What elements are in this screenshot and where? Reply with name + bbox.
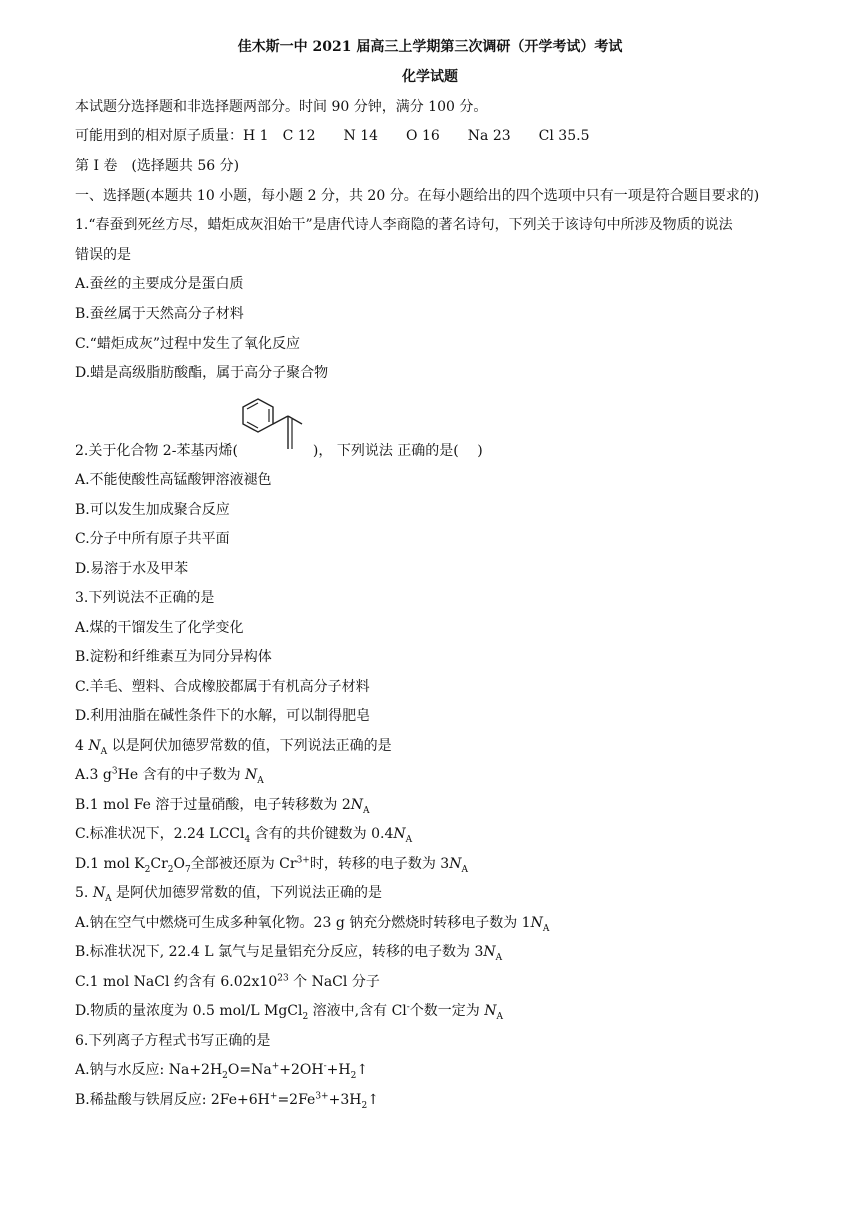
section-one-heading: 一、选择题(本题共 10 小题，每小题 2 分，共 20 分。在每小题给出的四个选项中只有一项是符合题目要求的)	[75, 188, 760, 204]
q3-stem: 3.下列说法不正确的是	[75, 590, 215, 606]
avogadro-subscript: A	[495, 952, 503, 963]
q4-d-text: D.1 mol K	[75, 856, 145, 872]
q2-option-d: D.易溶于水及甲苯	[75, 561, 189, 577]
q4-stem-text: 以是阿伏加德罗常数的值，下列说法正确的是	[111, 738, 392, 754]
avogadro-symbol: N	[350, 797, 364, 813]
q4-stem	[75, 736, 392, 756]
q6-a-mid3: +H	[326, 1062, 351, 1078]
q4-number: 4	[75, 738, 84, 754]
q6-a-sup1: +	[271, 1061, 280, 1072]
avogadro-subscript: A	[405, 834, 413, 845]
q2-stem	[75, 441, 483, 461]
avogadro-symbol: N	[484, 1003, 497, 1019]
q2-option-c: C.分子中所有原子共平面	[75, 531, 230, 547]
q5-number: 5.	[75, 885, 89, 901]
q4-b-text: B.1 mol Fe 溶于过量硝酸，电子转移数为 2	[75, 797, 351, 813]
q1-option-a: A.蚕丝的主要成分是蛋白质	[75, 276, 244, 292]
avogadro-symbol: N	[92, 885, 106, 901]
q4-option-a	[75, 765, 264, 785]
exam-title: 佳木斯一中 2021 届高三上学期第三次调研（开学考试）考试	[237, 39, 623, 55]
q4-c-text: C.标准状况下，2.24 LCCl	[75, 826, 245, 842]
q5-d-text: D.物质的量浓度为 0.5 mol/L MgCl	[75, 1003, 303, 1019]
q6-a-text: A.钠与水反应: Na+2H	[75, 1062, 223, 1078]
avogadro-subscript: A	[363, 805, 370, 816]
q4-d-sub1: 2	[144, 864, 151, 875]
intro-text: 本试题分选择题和非选择题两部分。时间 90 分钟，满分 100 分。	[75, 99, 488, 115]
avogadro-symbol: N	[483, 944, 496, 960]
atomic-masses: 可能用到的相对原子质量：H 1 C 12 N 14 O 16 Na 23 Cl 35.5	[75, 128, 590, 144]
avogadro-symbol: N	[393, 826, 406, 842]
exam-subtitle: 化学试题	[402, 69, 458, 85]
q6-a-mid: O=Na	[227, 1062, 272, 1078]
avogadro-subscript: A	[461, 864, 468, 875]
q1-option-c: C.“蜡炬成灰”过程中发生了氧化反应	[75, 336, 300, 352]
q6-a-sup2: -	[323, 1061, 327, 1072]
q5-option-c	[75, 972, 380, 992]
q5-a-text: A.钠在空气中燃烧可生成多种氧化物。23 g 钠充分燃烧时转移电子数为 1	[75, 915, 531, 931]
q5-d-subscript: 2	[302, 1011, 309, 1022]
q4-d-superscript: 3+	[296, 855, 310, 866]
q6-stem: 6.下列离子方程式书写正确的是	[75, 1033, 271, 1049]
q6-option-b	[75, 1090, 379, 1110]
q5-c-superscript: 23	[277, 973, 289, 984]
q1-option-b: B.蚕丝属于天然高分子材料	[75, 306, 244, 322]
q4-a-text: A.3 g	[75, 767, 112, 783]
q6-option-a	[75, 1060, 368, 1080]
q4-c-text-cont: 含有的共价键数为 0.4	[254, 826, 394, 842]
q5-option-d	[75, 1001, 503, 1021]
avogadro-symbol: N	[530, 915, 543, 931]
q5-stem-text: 是阿伏加德罗常数的值，下列说法正确的是	[116, 885, 383, 901]
q4-d-mid1: Cr	[150, 856, 168, 872]
part-one-heading: 第 I 卷 (选择题共 56 分)	[75, 158, 240, 174]
q5-stem	[75, 883, 382, 903]
avogadro-subscript: A	[542, 923, 550, 934]
q4-d-sub2: 2	[167, 864, 174, 875]
q4-d-sub3: 7	[184, 864, 191, 875]
q6-b-mid: =2Fe	[277, 1092, 316, 1108]
q6-b-text: B.稀盐酸与铁屑反应: 2Fe+6H	[75, 1092, 270, 1108]
q1-option-d: D.蜡是高级脂肪酸酯，属于高分子聚合物	[75, 365, 329, 381]
avogadro-subscript: A	[257, 775, 264, 786]
q6-b-sub: 2	[361, 1100, 368, 1111]
q2-stem-pre: 2.关于化合物 2-苯基丙烯(	[75, 443, 238, 459]
q3-option-c: C.羊毛、塑料、合成橡胶都属于有机高分子材料	[75, 679, 370, 695]
avogadro-subscript: A	[496, 1011, 504, 1022]
avogadro-subscript: A	[105, 893, 112, 904]
q5-option-a	[75, 913, 549, 933]
q6-b-sup2: 3+	[315, 1091, 329, 1102]
q5-d-mid: 溶液中,含有 Cl	[312, 1003, 407, 1019]
q3-option-a: A.煤的干馏发生了化学变化	[75, 620, 244, 636]
q5-option-b	[75, 942, 502, 962]
q1-stem-cont: 错误的是	[75, 247, 131, 263]
q6-a-sub2: 2	[350, 1070, 357, 1081]
q3-option-d: D.利用油脂在碱性条件下的水解，可以制得肥皂	[75, 708, 371, 724]
q5-c-text: C.1 mol NaCl 约含有 6.02x10	[75, 974, 278, 990]
q1-stem: 1.“春蚕到死丝方尽，蜡炬成灰泪始干”是唐代诗人李商隐的著名诗句，下列关于该诗句中所涉及物质的说法	[75, 217, 733, 233]
q4-c-subscript: 4	[244, 834, 251, 845]
q4-d-mid2: O	[173, 856, 185, 872]
q4-option-d	[75, 854, 468, 874]
q6-a-arrow: ↑	[356, 1062, 369, 1078]
avogadro-symbol: N	[88, 738, 101, 754]
q3-option-b: B.淀粉和纤维素互为同分异构体	[75, 649, 272, 665]
q6-b-sup1: +	[269, 1091, 278, 1102]
q6-b-arrow: ↑	[367, 1092, 379, 1108]
q4-option-c	[75, 824, 412, 844]
q2-option-a: A.不能使酸性高锰酸钾溶液褪色	[75, 472, 272, 488]
q6-a-mid2: +2OH	[279, 1062, 324, 1078]
q4-a-superscript: 3	[111, 766, 118, 777]
q4-option-b	[75, 795, 370, 815]
q2-stem-post: )， 下列说法 正确的是( )	[312, 443, 483, 459]
avogadro-symbol: N	[245, 767, 258, 783]
q6-b-mid2: +3H	[328, 1092, 362, 1108]
q5-d-superscript: -	[406, 1002, 410, 1013]
q4-a-text-cont: He 含有的中子数为	[117, 767, 241, 783]
avogadro-subscript: A	[100, 746, 108, 757]
q2-option-b: B.可以发生加成聚合反应	[75, 502, 230, 518]
q4-d-mid3: 全部被还原为 Cr	[190, 856, 297, 872]
q4-d-text-cont: 时，转移的电子数为 3	[309, 856, 450, 872]
q5-c-text-cont: 个 NaCl 分子	[293, 974, 380, 990]
q5-d-text-cont: 个数一定为	[409, 1003, 480, 1019]
avogadro-symbol: N	[449, 856, 462, 872]
q5-b-text: B.标准状况下, 22.4 L 氯气与足量铝充分反应，转移的电子数为 3	[75, 944, 484, 960]
q6-a-sub: 2	[222, 1070, 228, 1081]
